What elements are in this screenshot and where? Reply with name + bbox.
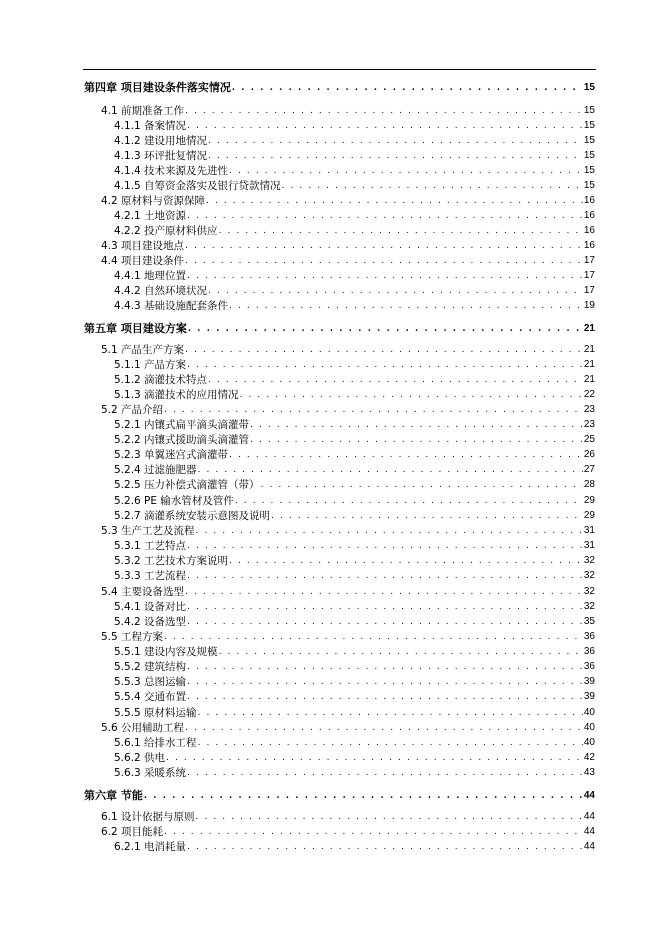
toc-entry-row[interactable] [114,209,595,223]
toc-page-number: 15 [583,135,595,146]
toc-entry-row[interactable] [114,675,595,689]
dot-leader [185,104,583,118]
toc-page-number: 16 [583,240,595,251]
toc-page-number: 26 [583,449,595,460]
toc-page-number: 32 [583,570,595,581]
toc-page-number: 23 [583,419,595,430]
dot-leader [144,789,583,803]
toc-entry-label: 6.2.1 电消耗量 [114,841,187,853]
dot-leader [185,254,583,268]
toc-entry-label: 5.3.2 工艺技术方案说明 [114,555,229,567]
toc-chapter-row[interactable] [84,789,595,803]
toc-entry-row[interactable] [114,600,595,614]
toc-entry-label: 5.5 工程方案 [101,631,164,643]
toc-page-number: 16 [583,195,595,206]
toc-entry-row[interactable] [101,239,595,253]
toc-page-number: 39 [583,691,595,702]
toc-entry-row[interactable] [101,524,595,538]
toc-entry-label: 4.1.1 备案情况 [114,120,187,132]
dot-leader [208,284,583,298]
toc-entry-row[interactable] [101,254,595,268]
toc-entry-row[interactable] [101,630,595,644]
toc-page-number: 44 [583,841,595,852]
toc-entry-row[interactable] [101,194,595,208]
toc-entry-row[interactable] [114,554,595,568]
toc-page-number: 15 [583,165,595,176]
toc-entry-label: 5.5.4 交通布置 [114,691,187,703]
toc-entry-label: 4.2.2 投产原材料供应 [114,225,218,237]
toc-entry-label: 5.3.1 工艺特点 [114,540,187,552]
toc-page-number: 40 [583,722,595,733]
toc-entry-label: 4.1.5 自筹资金落实及银行贷款情况 [114,180,281,192]
toc-entry-row[interactable] [101,403,595,417]
toc-page-number: 29 [583,495,595,506]
dot-leader [250,418,583,432]
toc-entry-row[interactable] [101,343,595,357]
toc-page-number: 32 [583,586,595,597]
dot-leader [185,585,583,599]
toc-entry-row[interactable] [114,119,595,133]
dot-leader [187,690,583,704]
toc-entry-label: 5.2.2 内镶式援助滴头滴灌管 [114,434,250,446]
toc-entry-row[interactable] [114,478,595,492]
toc-page-number: 19 [583,300,595,311]
toc-page-number: 44 [583,811,595,822]
toc-entry-row[interactable] [101,104,595,118]
toc-entry-label: 5.2.5 压力补偿式滴灌管（带） [114,479,260,491]
toc-entry-label: 5.1.3 滴灌技术的应用情况 [114,389,239,401]
dot-leader [164,630,583,644]
toc-chapter-row[interactable] [84,322,595,336]
toc-entry-label: 4.3 项目建设地点 [101,240,185,252]
toc-entry-label: 6.2 项目能耗 [101,826,164,838]
toc-page-number: 21 [583,359,595,370]
toc-entry-row[interactable] [114,299,595,313]
toc-entry-row[interactable] [114,269,595,283]
toc-page-number: 36 [583,661,595,672]
toc-entry-row[interactable] [114,690,595,704]
toc-entry-label: 5.1 产品生产方案 [101,344,185,356]
toc-page-number: 28 [583,479,595,490]
toc-entry-label: 5.2.1 内镶式扁平滴头滴灌带 [114,419,250,431]
dot-leader [187,119,583,133]
toc-entry-row[interactable] [114,645,595,659]
toc-page-number: 44 [583,790,595,801]
toc-entry-row[interactable] [114,736,595,750]
toc-entry-row[interactable] [114,463,595,477]
toc-page-number: 17 [583,270,595,281]
dot-leader [166,751,583,765]
dot-leader [229,299,583,313]
toc-entry-row[interactable] [114,751,595,765]
toc-entry-label: 5.4 主要设备选型 [101,586,185,598]
toc-entry-row[interactable] [114,284,595,298]
dot-leader [232,81,583,95]
toc-page-number: 39 [583,676,595,687]
dot-leader [188,322,583,336]
toc-entry-row[interactable] [101,825,595,839]
toc-entry-row[interactable] [114,615,595,629]
toc-page-number: 35 [583,616,595,627]
toc-page-number: 27 [583,464,595,475]
toc-entry-row[interactable] [114,539,595,553]
toc-entry-label: 4.4 项目建设条件 [101,255,185,267]
dot-leader [187,600,583,614]
dot-leader [196,524,583,538]
dot-leader [196,810,583,824]
dot-leader [282,179,583,193]
toc-entry-label: 5.5.5 原材料运输 [114,707,197,719]
dot-leader [250,433,583,447]
toc-page-number: 23 [583,404,595,415]
toc-page-number: 43 [583,767,595,778]
toc-entry-row[interactable] [114,164,595,178]
toc-entry-row[interactable] [114,388,595,402]
toc-entry-label: 5.5.1 建设内容及规模 [114,646,218,658]
toc-page-number: 32 [583,601,595,612]
toc-page-number: 32 [583,555,595,566]
dot-leader [206,194,583,208]
toc-entry-label: 4.2.1 土地资源 [114,210,187,222]
toc-entry-row[interactable] [114,840,595,854]
toc-entry-row[interactable] [114,706,595,720]
dot-leader [229,448,583,462]
toc-entry-row[interactable] [114,134,595,148]
toc-page-number: 31 [583,525,595,536]
dot-leader [187,675,583,689]
toc-page-number: 15 [583,180,595,191]
toc-page-number: 36 [583,631,595,642]
dot-leader [219,645,583,659]
toc-page-number: 17 [583,285,595,296]
dot-leader [185,239,583,253]
dot-leader [187,358,583,372]
toc-entry-label: 5.6.2 供电 [114,752,166,764]
toc-chapter-row[interactable] [84,81,595,95]
toc-entry-label: 5.2.7 滴灌系统安装示意图及说明 [114,510,271,522]
dot-leader [187,766,583,780]
toc-page-number: 31 [583,540,595,551]
toc-entry-label: 4.2 原材料与资源保障 [101,195,206,207]
toc-page-number: 15 [583,150,595,161]
toc-entry-row[interactable] [114,509,595,523]
toc-entry-label: 4.1.4 技术来源及先进性 [114,165,229,177]
dot-leader [261,478,583,492]
toc-page-number: 44 [583,826,595,837]
dot-leader [164,403,583,417]
toc-entry-row[interactable] [114,373,595,387]
dot-leader [185,721,583,735]
toc-entry-label: 5.2.4 过滤施肥器 [114,464,197,476]
dot-leader [229,554,583,568]
toc-entry-row[interactable] [114,766,595,780]
toc-entry-label: 4.4.1 地理位置 [114,270,187,282]
dot-leader [187,569,583,583]
dot-leader [271,509,583,523]
toc-page-number: 21 [583,374,595,385]
toc-entry-label: 5.4.1 设备对比 [114,601,187,613]
toc-entry-row[interactable] [114,448,595,462]
toc-entry-row[interactable] [114,433,595,447]
toc-entry-row[interactable] [114,660,595,674]
dot-leader [229,164,583,178]
dot-leader [235,494,583,508]
dot-leader [208,134,583,148]
toc-entry-label: 5.1.2 滴灌技术特点 [114,374,208,386]
dot-leader [219,224,583,238]
dot-leader [208,149,583,163]
dot-leader [208,373,583,387]
dot-leader [187,615,583,629]
toc-page-number: 15 [583,105,595,116]
dot-leader [187,269,583,283]
toc-entry-label: 5.6 公用辅助工程 [101,722,185,734]
toc-entry-label: 5.5.2 建筑结构 [114,661,187,673]
toc-entry-label: 6.1 设计依据与原则 [101,811,195,823]
toc-entry-label: 4.4.3 基础设施配套条件 [114,300,229,312]
toc-entry-label: 第五章 项目建设方案 [84,322,187,335]
dot-leader [164,825,583,839]
dot-leader [187,840,583,854]
dot-leader [187,539,583,553]
toc-page-number: 16 [583,210,595,221]
toc-page-number: 22 [583,389,595,400]
toc-entry-label: 4.1.2 建设用地情况 [114,135,208,147]
toc-entry-row[interactable] [114,224,595,238]
toc-entry-label: 5.2.3 单翼迷宫式滴灌带 [114,449,229,461]
toc-entry-row[interactable] [101,585,595,599]
toc-entry-row[interactable] [114,418,595,432]
dot-leader [187,660,583,674]
toc-page-number: 15 [583,120,595,131]
toc-page-number: 21 [583,344,595,355]
toc-page-number: 40 [583,707,595,718]
toc-entry-row[interactable] [114,149,595,163]
toc-page-number: 21 [583,323,595,334]
toc-entry-row[interactable] [114,494,595,508]
dot-leader [198,736,583,750]
toc-entry-row[interactable] [114,179,595,193]
dot-leader [198,706,583,720]
toc-page-number: 15 [583,82,595,93]
toc-entry-label: 4.1.3 环评批复情况 [114,150,208,162]
dot-leader [187,209,583,223]
toc-entry-label: 4.4.2 自然环境状况 [114,285,208,297]
toc-entry-label: 5.1.1 产品方案 [114,359,187,371]
toc-entry-label: 5.6.1 给排水工程 [114,737,197,749]
toc-entry-label: 第六章 节能 [84,789,143,802]
toc-page-number: 40 [583,737,595,748]
toc-entry-label: 5.4.2 设备选型 [114,616,187,628]
toc-entry-row[interactable] [114,569,595,583]
dot-leader [240,388,583,402]
dot-leader [185,343,583,357]
toc-entry-label: 5.2.6 PE 输水管材及管件 [114,495,234,507]
toc-page-number: 16 [583,225,595,236]
toc-page-number: 29 [583,510,595,521]
toc-entry-label: 4.1 前期准备工作 [101,105,185,117]
toc-entry-label: 5.3 生产工艺及流程 [101,525,195,537]
toc-page-number: 42 [583,752,595,763]
toc-entry-label: 5.5.3 总图运输 [114,676,187,688]
toc-entry-row[interactable] [101,810,595,824]
toc-page-number: 36 [583,646,595,657]
toc-entry-row[interactable] [101,721,595,735]
toc-entry-row[interactable] [114,358,595,372]
dot-leader [198,463,583,477]
toc-entry-label: 5.6.3 采暖系统 [114,767,187,779]
toc-page-number: 17 [583,255,595,266]
toc-page-number: 25 [583,434,595,445]
toc-entry-label: 5.3.3 工艺流程 [114,570,187,582]
toc-entry-label: 5.2 产品介绍 [101,404,164,416]
toc-entry-label: 第四章 项目建设条件落实情况 [84,81,231,94]
